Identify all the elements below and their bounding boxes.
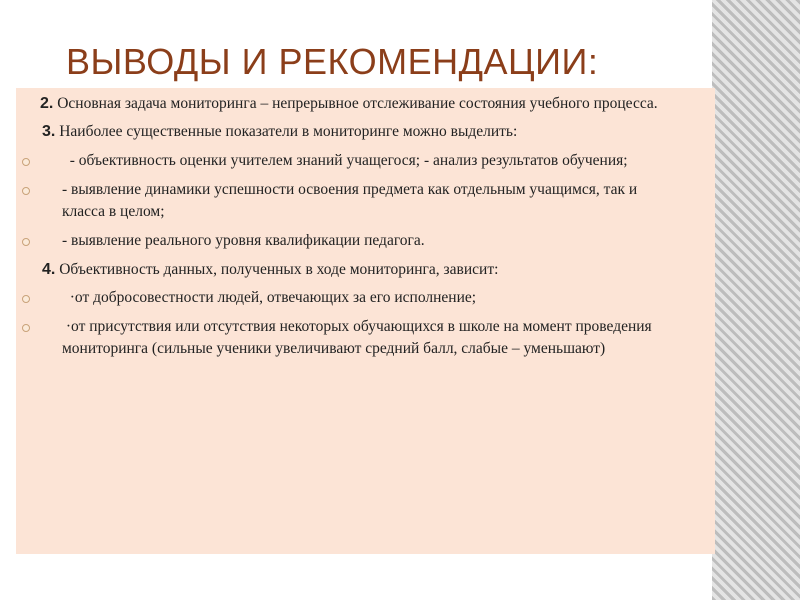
paragraph-2 (30, 93, 681, 115)
bullet-item (30, 150, 681, 172)
bullet-item (30, 287, 681, 309)
bullet-circle-icon (22, 158, 30, 166)
bullet-circle-icon (22, 324, 30, 332)
paragraph-4 (30, 259, 681, 281)
bullet-item (30, 230, 681, 252)
bullet-item (30, 316, 681, 360)
bullet-text: - выявление динамики успешности освоения предмета как отдельным учащимся, так и класса в целом; (62, 181, 638, 220)
bullet-text: - выявление реального уровня квалификации педагога. (62, 232, 425, 249)
bullet-circle-icon (22, 238, 30, 246)
paragraph-number: 3. (42, 123, 56, 140)
bullet-text: - объективность оценки учителем знаний учащегося; - анализ результатов обучения; (62, 152, 628, 169)
bullet-text: ·от добросовестности людей, отвечающих за его исполнение; (62, 289, 477, 306)
paragraph-3 (30, 121, 681, 143)
paragraph-number: 2. (40, 95, 54, 112)
slide-title: ВЫВОДЫ И РЕКОМЕНДАЦИИ: (66, 41, 599, 82)
bullet-item (30, 179, 681, 223)
paragraph-text: Объективность данных, полученных в ходе мониторинга, зависит: (55, 261, 499, 278)
bullet-text: ·от присутствия или отсутствия некоторых обучающихся в школе на момент проведения мониторинга (сильные ученики увеличивают средний балл, слабые – уменьшают) (62, 318, 656, 357)
bullet-circle-icon (22, 295, 30, 303)
decorative-stripe (712, 0, 800, 600)
paragraph-number: 4. (42, 261, 56, 278)
bullet-circle-icon (22, 187, 30, 195)
content-box (16, 88, 715, 554)
paragraph-text: Основная задача мониторинга – непрерывное отслеживание состояния учебного процесса. (53, 95, 658, 112)
paragraph-text: Наиболее существенные показатели в мониторинге можно выделить: (55, 123, 518, 140)
